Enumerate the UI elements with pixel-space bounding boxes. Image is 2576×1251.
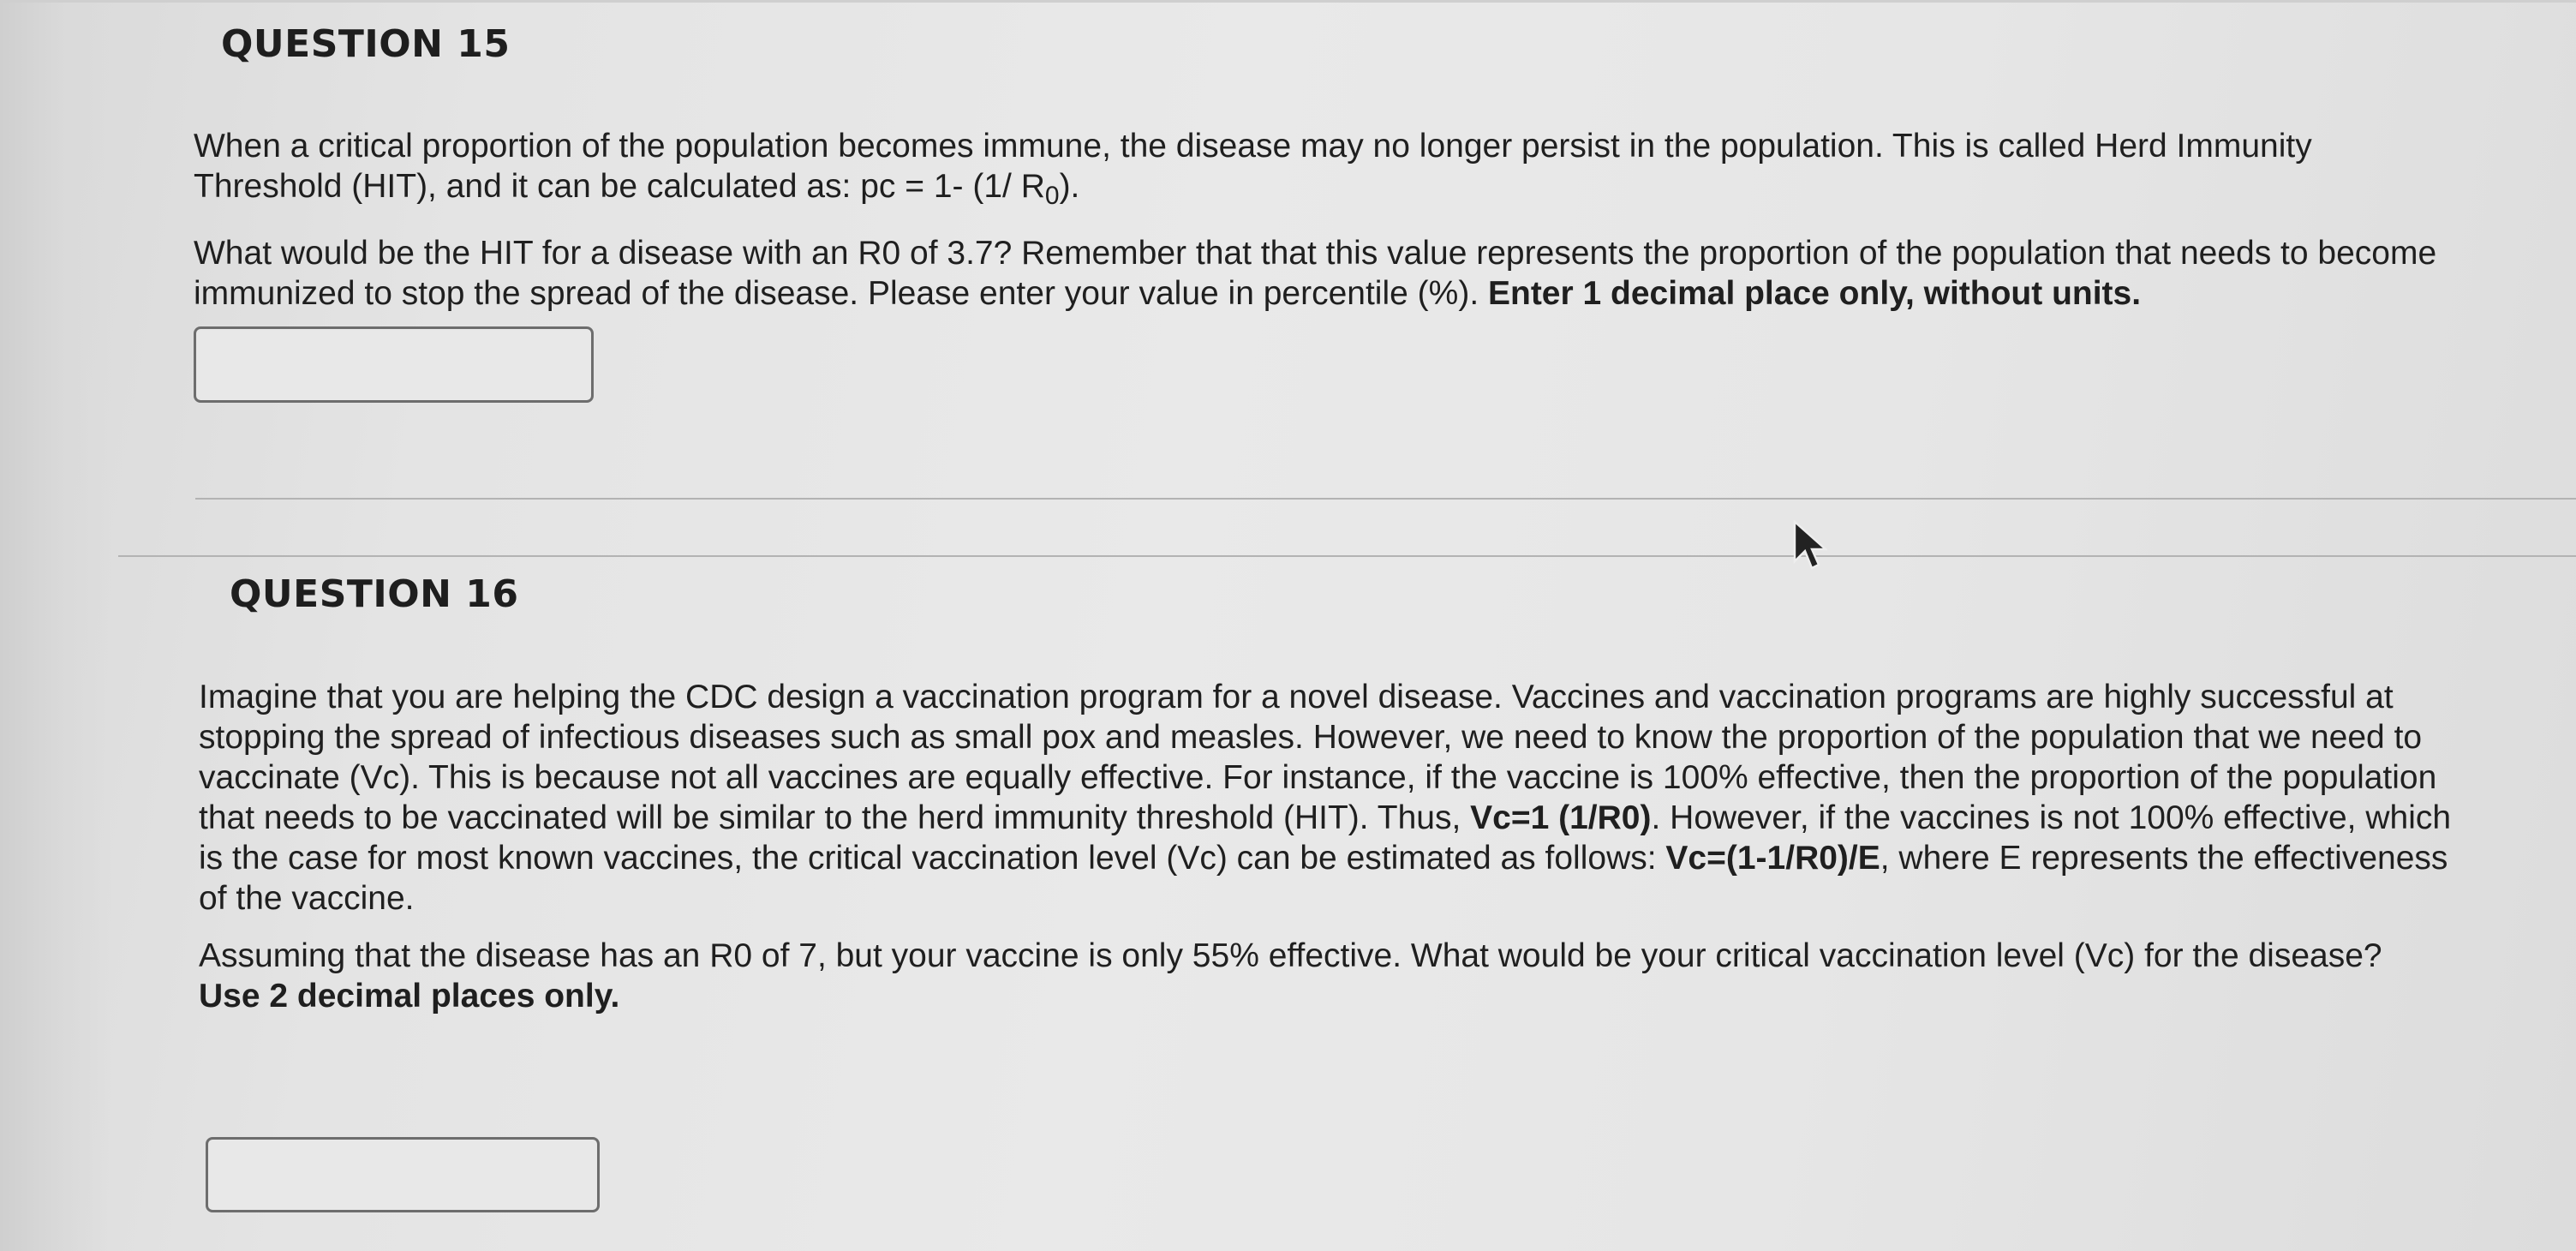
- question-15-description-end: ).: [1059, 168, 1080, 205]
- question-16-prompt-text: Assuming that the disease has an R0 of 7, but your vaccine is only 55% effective. What would be your critical vaccination level (Vc) for the disease?: [199, 937, 2382, 974]
- question-15-description-text: When a critical proportion of the population becomes immune, the disease may no longer persist in the population. This is called Herd Immunity Threshold (HIT), and it can be calculated as: pc = 1- (1/ R: [194, 128, 2312, 205]
- question-15-prompt-text: What would be the HIT for a disease with an R0 of 3.7? Remember that that this value represents the proportion of the population that needs to become immunized to stop the spread of the disease. Please enter your value in percentile (%).: [194, 235, 2437, 312]
- question-15-description: [194, 126, 2438, 216]
- vc-formula-full-effectiveness: Vc=1 (1/R0): [1470, 799, 1652, 836]
- page-left-edge: [0, 0, 111, 1251]
- question-16-description: [199, 677, 2452, 919]
- vc-formula-partial-effectiveness: Vc=(1-1/R0)/E: [1665, 840, 1880, 877]
- r0-subscript: 0: [1044, 182, 1060, 210]
- question-16-prompt: [199, 936, 2392, 1016]
- question-16-heading: QUESTION 16: [230, 572, 519, 616]
- question-16-instruction: Use 2 decimal places only.: [199, 978, 620, 1015]
- question-15-prompt: [194, 233, 2438, 314]
- question-16-description-text: Imagine that you are helping the CDC design a vaccination program for a novel disease. Vaccines and vaccination programs are highly successful at stopping the spread of infectious diseases such as small pox and measles. However, we need to know the proportion of the population that we need to vaccinate (Vc). This is because not all vaccines are equally effective. For instance, if the vaccine is 100% effective, then the proportion of the population that needs to be vaccinated will be similar to the herd immunity threshold (HIT). Thus,: [199, 679, 2437, 836]
- question-15-instruction: Enter 1 decimal place only, without units.: [1487, 275, 2142, 312]
- question-15-heading: QUESTION 15: [221, 22, 511, 66]
- question-16-description-end: , where E represents the effectiveness of the vaccine.: [199, 840, 2448, 917]
- mouse-pointer-icon: [1793, 520, 1827, 572]
- question-15-bottom-divider: [195, 498, 2576, 500]
- question-separator-line: [118, 555, 2576, 557]
- question-16-answer-input[interactable]: [206, 1137, 600, 1212]
- top-edge-line: [0, 0, 2576, 3]
- question-16-description-mid: . However, if the vaccines is not 100% effective, which is the case for most known vaccines, the critical vaccination level (Vc) can be estimated as follows:: [199, 799, 2452, 877]
- question-15-answer-input[interactable]: [194, 326, 594, 403]
